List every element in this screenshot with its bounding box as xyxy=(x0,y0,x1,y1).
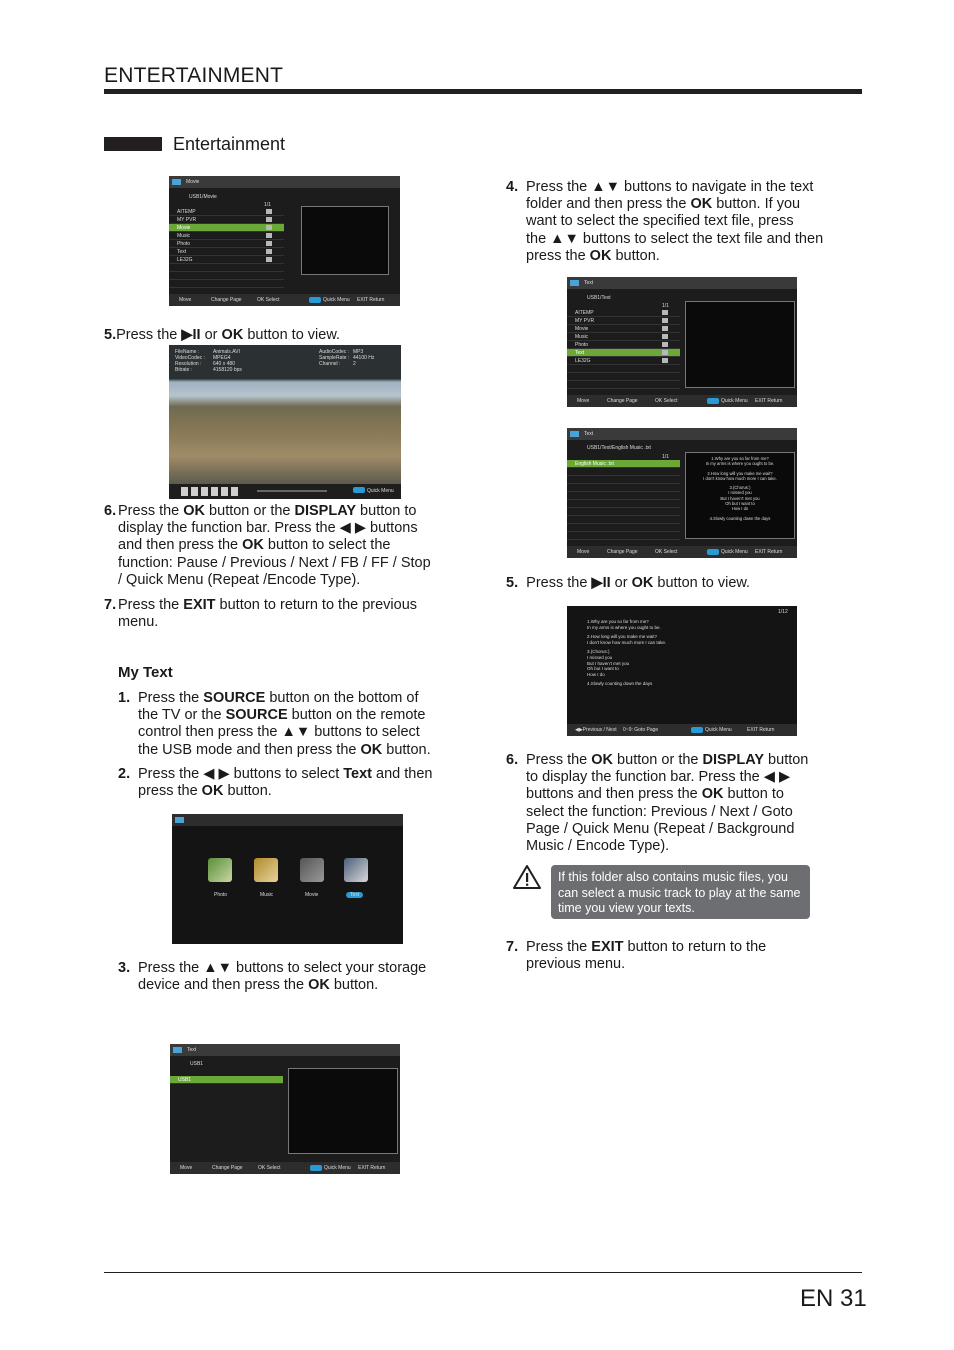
folder-path: USB1/Text/English Music .txt xyxy=(587,445,651,451)
list-item[interactable]: English Music .txt xyxy=(567,460,680,468)
preview-pane xyxy=(685,301,795,388)
text-file-screen xyxy=(567,428,797,558)
text-line: How I do xyxy=(731,506,749,512)
text-step-3: 3. Press the ▲▼ buttons to select your storage device and then press the OK button. xyxy=(118,960,468,996)
folder-icon xyxy=(266,217,272,222)
folder-icon xyxy=(266,233,272,238)
folder-icon xyxy=(662,342,668,347)
screen-title-bar: Text xyxy=(567,277,797,289)
player-info-field: Channel : xyxy=(319,361,341,367)
tv-icon xyxy=(173,1047,182,1053)
movie-player-screen xyxy=(169,345,401,499)
page-indicator: 1/12 xyxy=(778,609,788,615)
list-item[interactable]: Music xyxy=(567,333,680,341)
text-line: I don't know how much more I can take. xyxy=(587,639,667,645)
text-line: press the OK button. xyxy=(138,783,272,800)
list-item[interactable]: LE32G xyxy=(567,357,680,365)
player-info-field: VideoCodec : xyxy=(175,355,205,361)
player-info-field: Animals.AVI xyxy=(213,349,240,355)
text-line: buttons and then press the OK button to xyxy=(526,786,784,803)
screen-title-bar: Text xyxy=(567,428,797,440)
text-line: want to select the specified text file, press xyxy=(526,213,794,230)
list-item[interactable]: Movie xyxy=(169,224,284,232)
left-step-7: 7. Press the EXIT button to return to the previous menu. xyxy=(104,597,464,633)
folder-path: USB1/Text xyxy=(587,295,611,301)
tv-icon xyxy=(172,179,181,185)
folder-path: USB1/Movie xyxy=(189,194,217,200)
page-header-title: ENTERTAINMENT xyxy=(104,64,284,87)
text-line: 3.(Chorus:) xyxy=(587,649,610,655)
folder-icon xyxy=(266,241,272,246)
text-line: I missed you xyxy=(587,654,613,660)
text-line: control then press the ▲▼ buttons to select xyxy=(138,724,420,741)
right-step-6: 6. Press the OK button or the DISPLAY button to display the function bar. Press the ◀ ▶ buttons and then press the OK button to select the function: Previous / Next / Goto Page / Quick Menu (Repeat / Background Music / Encode Type). xyxy=(506,752,856,858)
folder-icon xyxy=(266,209,272,214)
page-count: 1/1 xyxy=(662,454,669,460)
left-step-5: 5.Press the ▶II or OK button to view. xyxy=(104,327,341,343)
text-line: folder and then press the OK button. If you xyxy=(526,196,801,213)
usb-select-screen xyxy=(170,1044,400,1174)
empty-row xyxy=(567,492,680,500)
text-line: function: Pause / Previous / Next / FB / FF / Stop xyxy=(118,554,431,571)
page-count: 1/1 xyxy=(662,303,669,309)
movie-browser-screen xyxy=(169,176,400,306)
text-line: In my arms is where you ought to be. xyxy=(705,461,775,467)
text-line: the ▲▼ buttons to select the text file and then xyxy=(526,230,824,247)
player-info-field: Bitrate : xyxy=(175,367,193,373)
tv-icon xyxy=(570,280,579,286)
text-line: the USB mode and then press the OK button. xyxy=(138,741,431,758)
empty-row xyxy=(169,280,284,288)
page-count: 1/1 xyxy=(264,202,271,208)
screen-footer: Move Change Page OK Select Quick Menu EXIT Return xyxy=(170,1162,400,1174)
my-text-heading: My Text xyxy=(118,664,173,681)
list-item[interactable]: Text xyxy=(567,349,680,357)
empty-row xyxy=(567,484,680,492)
screen-footer: Move Change Page OK Select Quick Menu EXIT Return xyxy=(567,546,797,558)
folder-icon xyxy=(266,257,272,262)
empty-row xyxy=(567,532,680,540)
text-line: Press the EXIT button to return to the previous xyxy=(118,597,418,613)
empty-row xyxy=(169,272,284,280)
screen-title-bar: Text xyxy=(170,1044,400,1056)
play-pause-icon: ▶II xyxy=(181,327,201,343)
empty-row xyxy=(567,381,680,389)
screen-footer: Move Change Page OK Select Quick Menu EXIT Return xyxy=(169,294,400,306)
screen-footer: Move Change Page OK Select Quick Menu EXIT Return xyxy=(567,395,797,407)
text-line: Music / Encode Type). xyxy=(526,838,670,855)
text-line: press the OK button. xyxy=(526,247,660,264)
empty-row xyxy=(567,365,680,373)
empty-row xyxy=(567,508,680,516)
page-number: EN 31 xyxy=(800,1285,867,1312)
movie-icon[interactable] xyxy=(300,858,324,882)
text-line: Press the ▲▼ buttons to select your storage xyxy=(138,960,427,976)
text-line: 1.Why are you so far from me? xyxy=(711,456,769,461)
list-item[interactable]: AITEMP xyxy=(169,208,284,216)
text-line: previous menu. xyxy=(526,956,626,973)
folder-icon xyxy=(266,249,272,254)
list-item[interactable]: Photo xyxy=(567,341,680,349)
text-line: Press the EXIT button to return to the xyxy=(526,939,767,955)
warning-icon xyxy=(512,864,542,895)
text-line: Oh but I want to xyxy=(587,666,619,672)
folder-icon xyxy=(662,358,668,363)
reader-text xyxy=(587,619,777,687)
play-pause-icon: ▶II xyxy=(591,575,611,591)
text-line: In my arms is where you ought to be. xyxy=(587,624,661,630)
text-line: 1.Why are you so far from me? xyxy=(587,619,649,624)
list-item[interactable]: AITEMP xyxy=(567,309,680,317)
right-step-7: 7. Press the EXIT button to return to the previous menu. xyxy=(506,939,856,975)
list-item[interactable]: MY PVR xyxy=(567,317,680,325)
list-item[interactable]: Text xyxy=(169,248,284,256)
text-line: the TV or the SOURCE button on the remote xyxy=(138,707,426,724)
text-line: I don't know how much more I can take. xyxy=(703,475,777,481)
text-line: / Quick Menu (Repeat /Encode Type). xyxy=(118,571,361,588)
right-step-5: 5. Press the ▶II or OK button to view. xyxy=(506,575,751,591)
text-step-2: 2. Press the ◀ ▶ buttons to select Text and then press the OK button. xyxy=(118,766,468,802)
text-line: 4.Slowly counting down the days xyxy=(587,681,653,687)
quick-menu-label: Quick Menu xyxy=(367,488,394,494)
text-line: How I do xyxy=(587,671,605,677)
list-item[interactable]: Music xyxy=(169,232,284,240)
text-line: display the function bar. Press the ◀ ▶ buttons xyxy=(118,520,418,537)
player-info-field: MP3 xyxy=(353,349,364,355)
empty-row xyxy=(567,516,680,524)
list-item[interactable]: Photo xyxy=(169,240,284,248)
text-line: 4.Slowly counting down the days xyxy=(709,515,771,521)
media-home-screen xyxy=(172,814,403,944)
text-line: But I haven't met you xyxy=(587,660,630,666)
player-info-field: MPEG4 xyxy=(213,355,231,361)
folder-icon xyxy=(662,326,668,331)
text-line: But I haven't met you xyxy=(720,495,760,501)
text-line: to display the function bar. Press the ◀ ▶ xyxy=(526,769,791,786)
text-line: and then press the OK button to select the xyxy=(118,537,391,554)
music-icon[interactable] xyxy=(254,858,278,882)
list-item[interactable]: LE32G xyxy=(169,256,284,264)
screen-footer: ◀▶Previous / Next 0~9: Goto Page Quick Menu EXIT Return xyxy=(567,724,797,736)
photo-icon[interactable] xyxy=(208,858,232,882)
quick-menu-icon xyxy=(353,487,365,493)
screen-title-bar xyxy=(172,814,403,826)
folder-icon xyxy=(662,350,668,355)
text-line: 3.(Chorus:) xyxy=(729,485,751,491)
header-rule xyxy=(104,89,862,94)
player-info-field: AudioCodec : xyxy=(319,349,350,355)
list-item[interactable]: Movie xyxy=(567,325,680,333)
list-item[interactable]: USB1 xyxy=(170,1076,283,1084)
text-line: select the function: Previous / Next / Goto xyxy=(526,803,793,820)
right-step-4: 4. Press the ▲▼ buttons to navigate in the text folder and then press the OK button. If you want to select the specified text file, press the ▲▼ buttons to select the text file and then press the OK button. xyxy=(506,179,856,269)
empty-row xyxy=(567,373,680,381)
section-marker xyxy=(104,137,162,151)
text-step-1: 1. Press the SOURCE button on the bottom of the TV or the SOURCE button on the remote control then press the ▲▼ buttons to select the USB mode and then press the OK button. xyxy=(118,690,468,760)
home-item-label[interactable]: Text xyxy=(346,892,363,898)
preview-pane xyxy=(685,452,795,539)
player-info-field: 44100 Hz xyxy=(353,355,375,361)
empty-row xyxy=(567,476,680,484)
player-info-field: SampleRate : xyxy=(319,355,350,361)
text-line: menu. xyxy=(118,614,159,631)
player-info-panel xyxy=(169,345,401,379)
tv-icon xyxy=(570,431,579,437)
text-line: I missed you xyxy=(728,490,752,496)
empty-row xyxy=(567,524,680,532)
quick-menu-icon xyxy=(309,297,321,303)
text-line: Press the SOURCE button on the bottom of xyxy=(138,690,419,706)
text-line: Oh but I want to xyxy=(725,501,755,507)
text-line: Press the OK button or the DISPLAY button xyxy=(526,752,809,768)
text-reader-screen xyxy=(567,606,797,736)
folder-icon xyxy=(266,225,272,230)
text-line: Page / Quick Menu (Repeat / Background xyxy=(526,820,795,837)
folder-icon xyxy=(662,318,668,323)
home-item-label[interactable]: Music xyxy=(260,892,274,898)
text-line: Press the ◀ ▶ buttons to select Text and then xyxy=(138,766,433,782)
progress-track[interactable] xyxy=(257,490,327,492)
text-line: device and then press the OK button. xyxy=(138,977,379,994)
preview-pane xyxy=(288,1068,398,1154)
preview-pane xyxy=(301,206,389,275)
folder-icon xyxy=(662,334,668,339)
empty-row xyxy=(169,264,284,272)
player-info-field: Resolution : xyxy=(175,361,202,367)
function-buttons xyxy=(181,487,241,496)
left-step-6: 6. Press the OK button or the DISPLAY button to display the function bar. Press the ◀ ▶ buttons and then press the OK button to select the function: Pause / Previous / Next / FB / FF / Stop / Quick Menu (Repeat /Encode Type). xyxy=(104,503,464,593)
player-function-bar xyxy=(169,484,401,499)
player-info-field: 4158120 bps xyxy=(213,367,242,373)
text-icon[interactable] xyxy=(344,858,368,882)
text-line: 2.How long will you make me wait? xyxy=(707,470,773,476)
empty-row xyxy=(567,500,680,508)
text-line: Press the ▲▼ buttons to navigate in the text xyxy=(526,179,814,195)
screen-title-bar: Movie xyxy=(169,176,400,188)
home-item-label[interactable]: Movie xyxy=(305,892,319,898)
text-line: 2.How long will you make me wait? xyxy=(587,634,658,640)
info-note: If this folder also contains music files, you can select a music track to play at the same time you view your texts. xyxy=(551,865,810,919)
player-info-field: FileName : xyxy=(175,349,200,355)
folder-icon xyxy=(662,310,668,315)
list-item[interactable]: MY PVR xyxy=(169,216,284,224)
section-title: Entertainment xyxy=(173,134,286,154)
empty-row xyxy=(567,468,680,476)
text-line: Press the OK button or the DISPLAY button to xyxy=(118,503,417,519)
footer-rule xyxy=(104,1272,862,1273)
player-info-field: 640 x 480 xyxy=(213,361,235,367)
player-info-field: 2 xyxy=(353,361,356,367)
text-folder-screen xyxy=(567,277,797,407)
folder-path: USB1 xyxy=(190,1061,204,1067)
home-item-label[interactable]: Photo xyxy=(214,892,228,898)
